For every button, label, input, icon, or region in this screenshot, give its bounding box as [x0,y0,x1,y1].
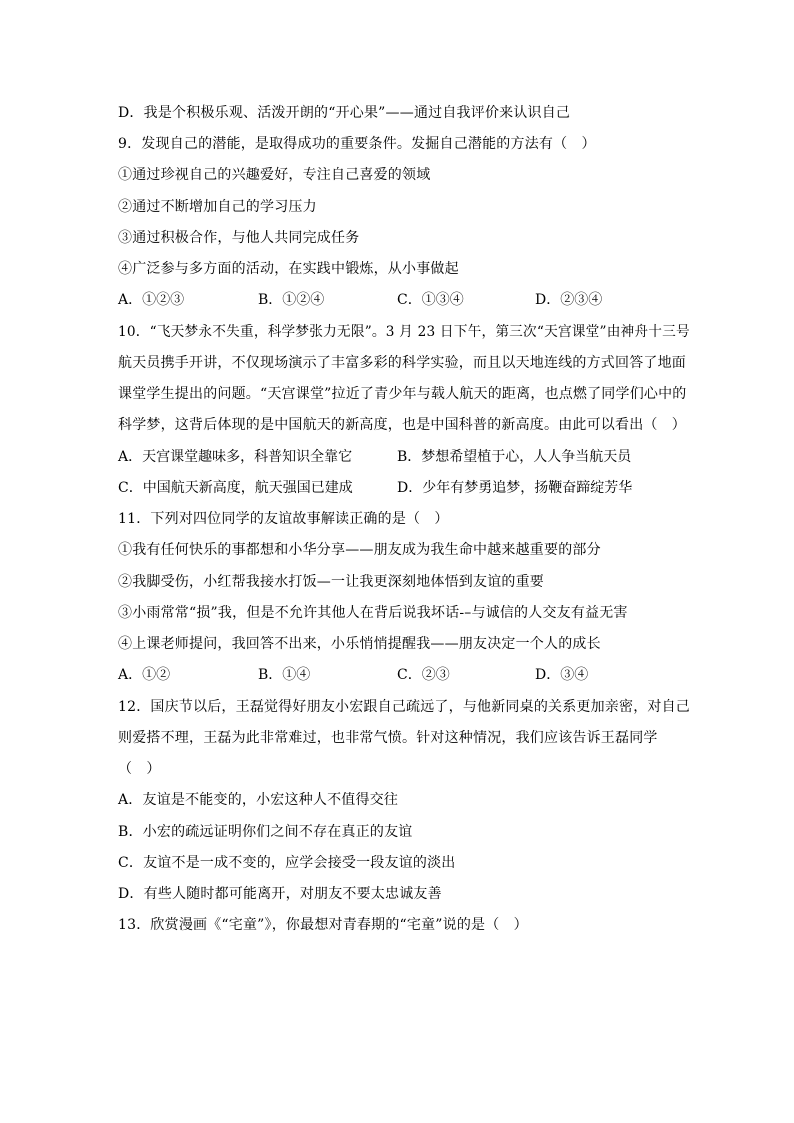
q11-stem: 11．下列对四位同学的友谊故事解读正确的是（ ） [118,511,449,527]
q11-option-c: C．②③ [397,667,450,683]
q9-item-3: ③通过积极合作，与他人共同完成任务 [118,230,360,246]
q9-option-c: C．①③④ [397,292,464,308]
q11-item-4: ④上课老师提问，我回答不出来，小乐悄悄提醒我——朋友决定一个人的成长 [118,636,601,652]
q10-stem-line-2: 航天员携手开讲，不仅现场演示了丰富多彩的科学实验，而且以天地连线的方式回答了地面 [118,355,686,371]
q12-option-b: B．小宏的疏远证明你们之间不存在真正的友谊 [118,824,413,840]
q11-item-3: ③小雨常常“损”我，但是不允许其他人在背后说我坏话-–与诚信的人交友有益无害 [118,605,628,621]
q9-item-1: ①通过珍视自己的兴趣爱好，专注自己喜爱的领域 [118,167,431,183]
q12-option-d: D．有些人随时都可能离开，对朋友不要太忠诚友善 [118,886,442,902]
q8-option-d: D．我是个积极乐观、活泼开朗的“开心果”——通过自我评价来认识自己 [118,105,571,121]
q10-option-a: A．天宫课堂趣味多，科普知识全靠它 [118,449,353,465]
q11-item-1: ①我有任何快乐的事都想和小华分享——朋友成为我生命中越来越重要的部分 [118,542,601,558]
q12-stem-line-2: 则爱搭不理，王磊为此非常难过，也非常气愤。针对这种情况，我们应该告诉王磊同学 [118,730,658,746]
q11-option-a: A．①② [118,667,171,683]
q11-option-d: D．③④ [535,667,589,683]
q12-option-c: C．友谊不是一成不变的，应学会接受一段友谊的淡出 [118,855,456,871]
q10-stem-line-3: 课堂学生提出的问题。“天宫课堂”拉近了青少年与载人航天的距离，也点燃了同学们心中的 [118,386,687,402]
q13-stem: 13．欣赏漫画《“宅童”》，你最想对青春期的“宅童”说的是（ ） [118,917,528,933]
q10-stem-line-4: 科学梦，这背后体现的是中国航天的新高度，也是中国科普的新高度。由此可以看出（ ） [118,417,686,433]
q10-stem-line-1: 10．“飞天梦永不失重，科学梦张力无限”。3 月 23 日下午，第三次“天宫课堂”由神舟十三号 [118,324,690,340]
q10-option-d: D．少年有梦勇追梦，扬鞭奋蹄绽芳华 [397,480,633,496]
q9-option-a: A．①②③ [118,292,185,308]
q10-option-c: C．中国航天新高度，航天强国已建成 [118,480,353,496]
q9-item-2: ②通过不断增加自己的学习压力 [118,199,317,215]
q12-option-a: A．友谊是不能变的，小宏这种人不值得交往 [118,792,399,808]
q9-option-d: D．②③④ [535,292,603,308]
q11-item-2: ②我脚受伤，小红帮我接水打饭—一让我更深刻地体悟到友谊的重要 [118,574,544,590]
q12-stem-line-3: （ ） [118,761,161,777]
q9-item-4: ④广泛参与多方面的活动，在实践中锻炼，从小事做起 [118,261,459,277]
q11-option-b: B．①④ [258,667,311,683]
q12-stem-line-1: 12．国庆节以后，王磊觉得好朋友小宏跟自己疏远了，与他新同桌的关系更加亲密，对自己 [118,699,691,715]
q9-option-b: B．①②④ [258,292,325,308]
q10-option-b: B．梦想希望植于心，人人争当航天员 [397,449,632,465]
q9-stem: 9．发现自己的潜能，是取得成功的重要条件。发掘自己潜能的方法有（ ） [118,136,596,152]
